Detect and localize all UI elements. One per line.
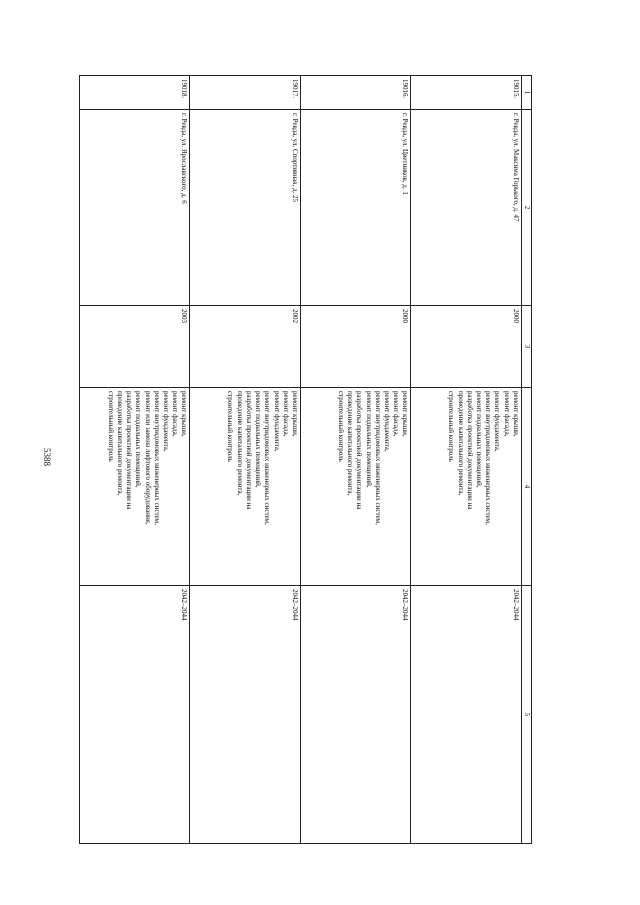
repair-work-item: ремонт или замена лифтового оборудования, xyxy=(143,391,152,525)
repair-work-item: ремонт крыши, xyxy=(401,391,410,437)
commission-year: 2003 xyxy=(80,306,190,388)
repair-work-item: проведение капитального ремонта, xyxy=(235,391,244,496)
repair-work-item: разработка проектной документации на xyxy=(465,391,474,510)
repair-work-item: строительный контроль xyxy=(447,391,456,462)
repair-work-item: строительный контроль xyxy=(336,391,345,462)
repair-work-item: ремонт подвальных помещений, xyxy=(474,391,483,488)
repair-work-item: ремонт фасада, xyxy=(392,391,401,437)
repair-work-item: ремонт подвальных помещений, xyxy=(364,391,373,488)
repair-work-item: ремонт фасада, xyxy=(502,391,511,437)
row-number: 19018. xyxy=(80,76,190,110)
repair-work-item: ремонт внутридомовых инженерных систем, xyxy=(484,391,493,525)
row-number: 19017. xyxy=(190,76,300,110)
repair-schedule-table xyxy=(79,75,532,844)
repair-work-item: ремонт фундамента, xyxy=(162,391,171,452)
row-number: 19016. xyxy=(300,76,410,110)
planned-period: 2042–2044 xyxy=(80,586,190,844)
repair-work-item: строительный контроль xyxy=(226,391,235,462)
planned-period: 2042–2044 xyxy=(190,586,300,844)
repair-work-item: ремонт крыши, xyxy=(511,391,520,437)
repair-work-item: проведение капитального ремонта, xyxy=(116,391,125,496)
repair-work-item: ремонт крыши, xyxy=(180,391,189,437)
repair-work-item: проведение капитального ремонта, xyxy=(456,391,465,496)
column-number: 1 xyxy=(521,76,531,110)
column-number: 3 xyxy=(521,306,531,388)
repair-work-item: ремонт фасада, xyxy=(281,391,290,437)
repair-work-item: ремонт крыши, xyxy=(290,391,299,437)
page-number: 5388 xyxy=(42,448,52,466)
column-number: 4 xyxy=(521,388,531,586)
repair-work-item: ремонт подвальных помещений, xyxy=(254,391,263,488)
repair-work-item: ремонт фундамента, xyxy=(493,391,502,452)
repair-work-item: ремонт внутридомовых инженерных систем, xyxy=(373,391,382,525)
repair-work-item: ремонт фасада, xyxy=(171,391,180,437)
commission-year: 2002 xyxy=(190,306,300,388)
address: г. Ревда, ул. Спортивная, д. 25 xyxy=(190,110,300,306)
repair-work-item: ремонт фундамента, xyxy=(272,391,281,452)
planned-period: 2042–2044 xyxy=(411,586,521,844)
repair-work-item: разработка проектной документации на xyxy=(244,391,253,510)
table-row xyxy=(411,76,521,844)
repair-works xyxy=(411,388,521,586)
repair-work-item: разработка проектной документации на xyxy=(355,391,364,510)
repair-works xyxy=(300,388,410,586)
column-number: 5 xyxy=(521,586,531,844)
repair-work-item: строительный контроль xyxy=(106,391,115,462)
repair-works xyxy=(190,388,300,586)
repair-work-item: ремонт фундамента, xyxy=(382,391,391,452)
repair-work-item: проведение капитального ремонта, xyxy=(346,391,355,496)
table-row xyxy=(190,76,300,844)
table-row xyxy=(80,76,190,844)
repair-work-item: разработка проектной документации на xyxy=(125,391,134,510)
table-row xyxy=(300,76,410,844)
column-number-row xyxy=(521,76,531,844)
table-container xyxy=(79,75,532,843)
planned-period: 2042–2044 xyxy=(300,586,410,844)
repair-work-item: ремонт внутридомовых инженерных систем, xyxy=(263,391,272,525)
column-number: 2 xyxy=(521,110,531,306)
row-number: 19015. xyxy=(411,76,521,110)
repair-works xyxy=(80,388,190,586)
address: г. Ревда, ул. Максима Горького, д. 47 xyxy=(411,110,521,306)
commission-year: 2000 xyxy=(411,306,521,388)
repair-work-item: ремонт внутридомовых инженерных систем, xyxy=(152,391,161,525)
address: г. Ревда, ул. Ярославского, д. 6 xyxy=(80,110,190,306)
commission-year: 2000 xyxy=(300,306,410,388)
address: г. Ревда, ул. Цветников, д. 1 xyxy=(300,110,410,306)
repair-work-item: ремонт подвальных помещений, xyxy=(134,391,143,488)
